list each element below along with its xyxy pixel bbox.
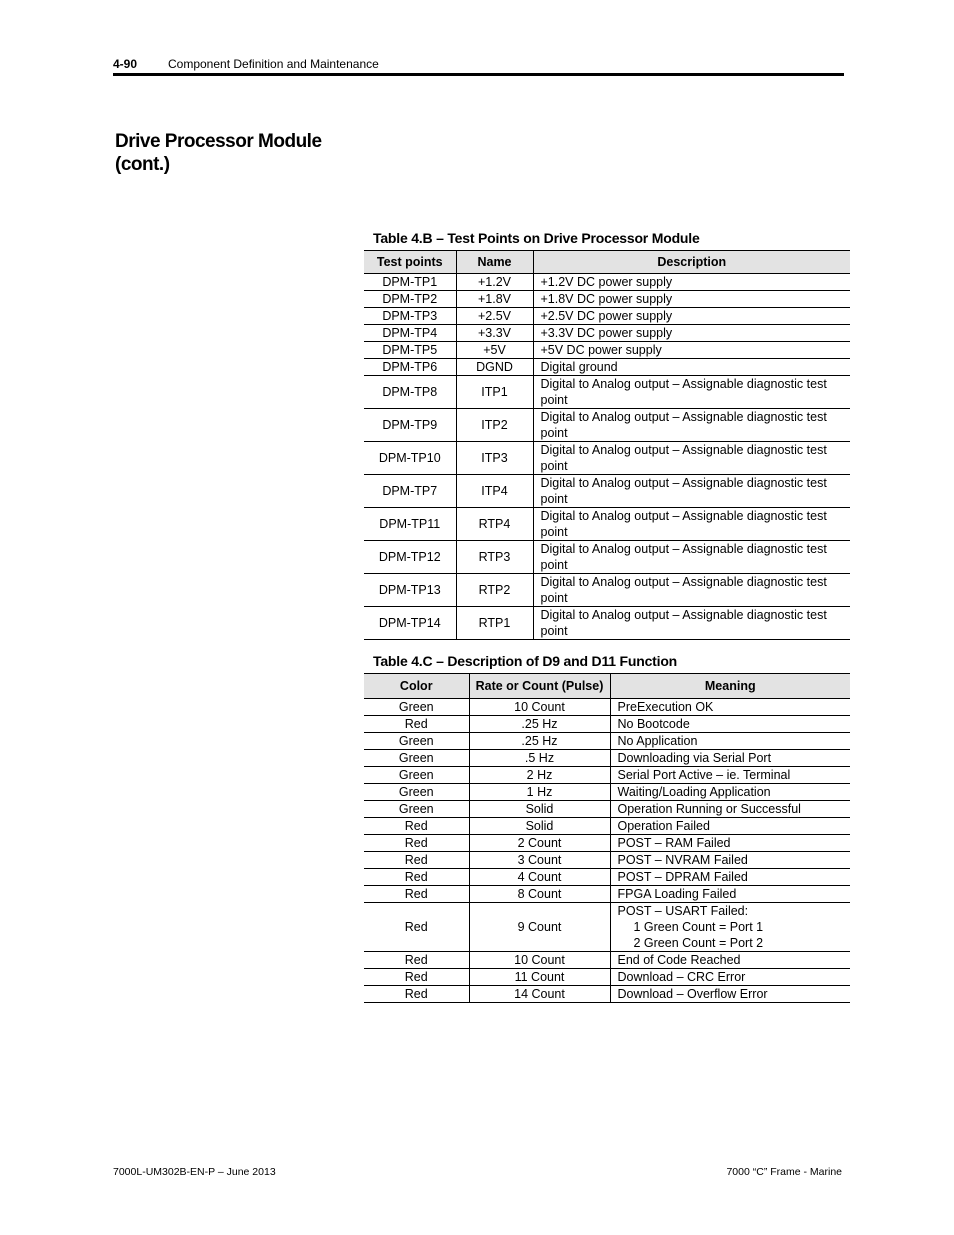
page-number: 4-90: [113, 57, 138, 71]
table-cell: ITP1: [456, 376, 533, 409]
table-row: [364, 475, 850, 508]
table-row: [364, 607, 850, 640]
table-cell: Digital to Analog output – Assignable diagnostic test point: [533, 442, 850, 475]
table-cell: PreExecution OK: [610, 699, 850, 716]
table-cell: 14 Count: [469, 986, 610, 1003]
table-cell: +2.5V: [456, 308, 533, 325]
table-row: [364, 409, 850, 442]
table-cell: Digital to Analog output – Assignable diagnostic test point: [533, 475, 850, 508]
table-cell: Red: [364, 852, 469, 869]
table-cell: 11 Count: [469, 969, 610, 986]
column-header-name: Name: [456, 251, 533, 274]
table-cell: +1.2V: [456, 274, 533, 291]
table-cell: Downloading via Serial Port: [610, 750, 850, 767]
table-header-row: [364, 251, 850, 274]
table-cell: ITP2: [456, 409, 533, 442]
table-cell: Green: [364, 750, 469, 767]
table-cell: Green: [364, 733, 469, 750]
table-cell: 8 Count: [469, 886, 610, 903]
table-cell: DPM-TP14: [364, 607, 456, 640]
table-row: [364, 733, 850, 750]
table-cell: Green: [364, 699, 469, 716]
table-cell: +5V DC power supply: [533, 342, 850, 359]
table-cell: Red: [364, 869, 469, 886]
column-header-color: Color: [364, 674, 469, 699]
table-cell: +2.5V DC power supply: [533, 308, 850, 325]
table-cell: 9 Count: [469, 903, 610, 952]
column-header-meaning: Meaning: [610, 674, 850, 699]
table-cell: .25 Hz: [469, 733, 610, 750]
table-cell: 10 Count: [469, 699, 610, 716]
table-cell: Solid: [469, 818, 610, 835]
chapter-title: Component Definition and Maintenance: [168, 57, 379, 71]
table-cell: Green: [364, 801, 469, 818]
table-cell: +3.3V DC power supply: [533, 325, 850, 342]
table-cell: DPM-TP5: [364, 342, 456, 359]
table-cell: Download – Overflow Error: [610, 986, 850, 1003]
table-cell: 4 Count: [469, 869, 610, 886]
section-title-line2: (cont.): [115, 154, 170, 175]
table-row: [364, 325, 850, 342]
table-cell: ITP3: [456, 442, 533, 475]
table-cell: DPM-TP7: [364, 475, 456, 508]
table-cell: 2 Hz: [469, 767, 610, 784]
table-cell: FPGA Loading Failed: [610, 886, 850, 903]
table-cell: Red: [364, 818, 469, 835]
table-cell: +1.8V: [456, 291, 533, 308]
table-row: [364, 541, 850, 574]
table-row: [364, 359, 850, 376]
table-cell: Digital to Analog output – Assignable diagnostic test point: [533, 607, 850, 640]
table-b-caption: Table 4.B – Test Points on Drive Processor Module: [373, 230, 700, 246]
usart-detail-line: 2 Green Count = Port 2: [633, 936, 764, 950]
table-cell: Red: [364, 903, 469, 952]
table-row: [364, 852, 850, 869]
table-cell: Red: [364, 969, 469, 986]
table-cell: Red: [364, 952, 469, 969]
table-cell: RTP1: [456, 607, 533, 640]
table-row: [364, 886, 850, 903]
table-cell: 2 Count: [469, 835, 610, 852]
table-cell: Digital to Analog output – Assignable diagnostic test point: [533, 409, 850, 442]
table-row: [364, 801, 850, 818]
table-row: [364, 835, 850, 852]
table-cell: Green: [364, 784, 469, 801]
table-row: [364, 903, 850, 952]
table-row: [364, 716, 850, 733]
table-cell: POST – DPRAM Failed: [610, 869, 850, 886]
table-row: [364, 818, 850, 835]
column-header-rate: Rate or Count (Pulse): [469, 674, 610, 699]
table-cell: Red: [364, 716, 469, 733]
table-cell: Digital to Analog output – Assignable diagnostic test point: [533, 376, 850, 409]
table-cell: RTP2: [456, 574, 533, 607]
table-row: [364, 574, 850, 607]
table-cell: DGND: [456, 359, 533, 376]
table-cell: RTP3: [456, 541, 533, 574]
footer-product-name: 7000 “C” Frame - Marine: [726, 1166, 842, 1178]
table-row: [364, 274, 850, 291]
table-row: [364, 784, 850, 801]
table-cell: 1 Hz: [469, 784, 610, 801]
table-cell: DPM-TP2: [364, 291, 456, 308]
section-title-line1: Drive Processor Module: [115, 131, 322, 152]
table-cell: Operation Failed: [610, 818, 850, 835]
table-c-caption: Table 4.C – Description of D9 and D11 Function: [373, 653, 678, 669]
table-cell: Serial Port Active – ie. Terminal: [610, 767, 850, 784]
column-header-description: Description: [533, 251, 850, 274]
table-cell: Digital to Analog output – Assignable diagnostic test point: [533, 574, 850, 607]
table-cell: DPM-TP4: [364, 325, 456, 342]
table-cell: 3 Count: [469, 852, 610, 869]
table-cell: No Application: [610, 733, 850, 750]
table-cell: +5V: [456, 342, 533, 359]
table-cell: DPM-TP3: [364, 308, 456, 325]
section-title: [115, 130, 322, 176]
table-row: [364, 291, 850, 308]
table-cell: POST – RAM Failed: [610, 835, 850, 852]
table-cell: Solid: [469, 801, 610, 818]
table-cell: DPM-TP13: [364, 574, 456, 607]
table-row: [364, 376, 850, 409]
table-cell: Green: [364, 767, 469, 784]
led-function-table: [364, 673, 850, 1003]
table-cell: POST – USART Failed: 1 Green Count = Port 1 2 Green Count = Port 2: [610, 903, 850, 952]
table-cell: Digital to Analog output – Assignable diagnostic test point: [533, 541, 850, 574]
table-cell: Red: [364, 986, 469, 1003]
table-row: [364, 969, 850, 986]
table-cell: Digital to Analog output – Assignable diagnostic test point: [533, 508, 850, 541]
table-cell: DPM-TP11: [364, 508, 456, 541]
header-rule: [113, 73, 844, 76]
table-row: [364, 442, 850, 475]
table-cell: DPM-TP9: [364, 409, 456, 442]
table-row: [364, 952, 850, 969]
table-row: [364, 342, 850, 359]
table-cell: DPM-TP12: [364, 541, 456, 574]
table-cell: Download – CRC Error: [610, 969, 850, 986]
table-cell: DPM-TP1: [364, 274, 456, 291]
table-cell: +1.8V DC power supply: [533, 291, 850, 308]
table-cell: Waiting/Loading Application: [610, 784, 850, 801]
table-cell: DPM-TP6: [364, 359, 456, 376]
table-cell: RTP4: [456, 508, 533, 541]
table-row: [364, 986, 850, 1003]
table-cell: .5 Hz: [469, 750, 610, 767]
table-cell: Operation Running or Successful: [610, 801, 850, 818]
column-header-test-points: Test points: [364, 251, 456, 274]
test-points-table: [364, 250, 850, 640]
table-row: [364, 699, 850, 716]
table-cell: Red: [364, 886, 469, 903]
usart-detail-line: 1 Green Count = Port 1: [633, 920, 764, 934]
table-cell: .25 Hz: [469, 716, 610, 733]
table-cell: +1.2V DC power supply: [533, 274, 850, 291]
table-cell: Digital ground: [533, 359, 850, 376]
table-cell: POST – NVRAM Failed: [610, 852, 850, 869]
table-row: [364, 869, 850, 886]
table-row: [364, 750, 850, 767]
table-row: [364, 767, 850, 784]
table-cell: Red: [364, 835, 469, 852]
table-cell: DPM-TP10: [364, 442, 456, 475]
table-header-row: [364, 674, 850, 699]
table-cell: +3.3V: [456, 325, 533, 342]
table-cell: 10 Count: [469, 952, 610, 969]
table-cell: End of Code Reached: [610, 952, 850, 969]
footer-document-id: 7000L-UM302B-EN-P – June 2013: [113, 1166, 276, 1178]
table-row: [364, 308, 850, 325]
table-cell: DPM-TP8: [364, 376, 456, 409]
table-cell: ITP4: [456, 475, 533, 508]
table-cell: No Bootcode: [610, 716, 850, 733]
table-row: [364, 508, 850, 541]
